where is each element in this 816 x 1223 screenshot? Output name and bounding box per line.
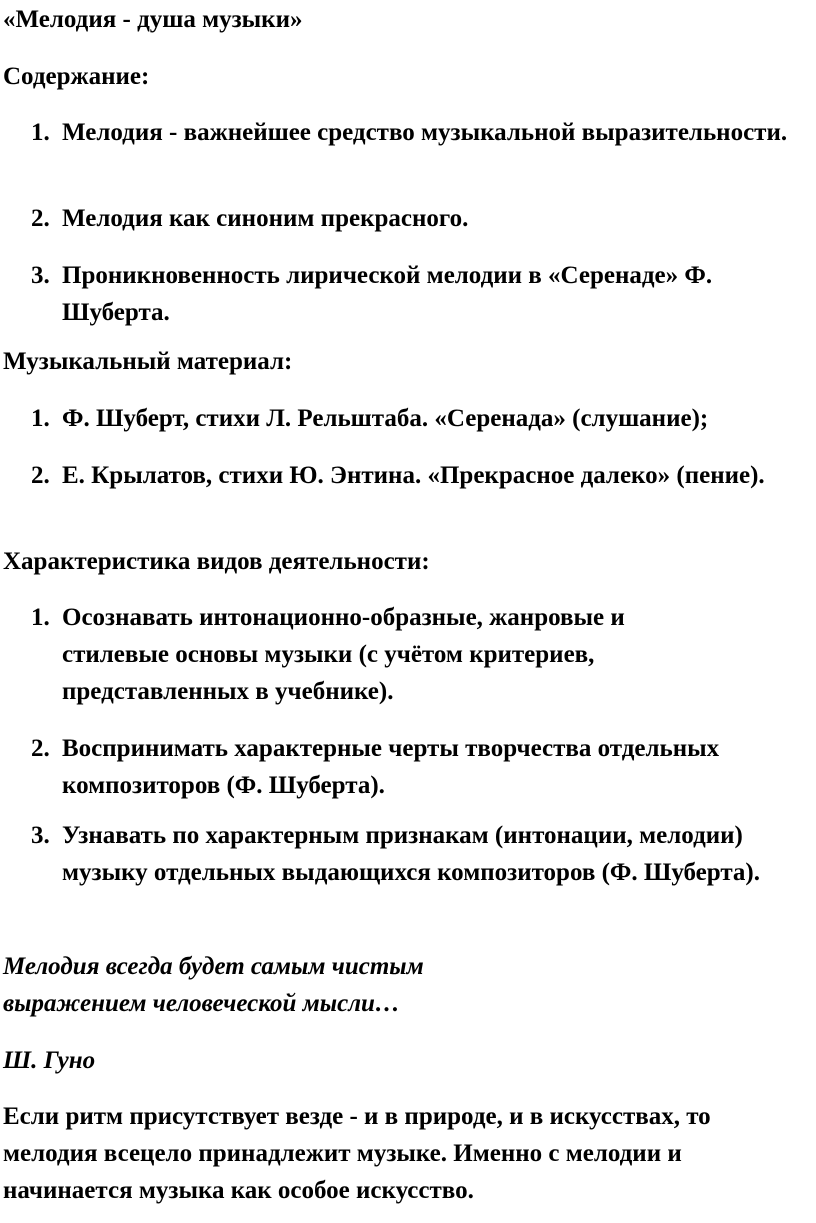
list-item-number: 1. [31,604,50,631]
document-title: «Мелодия - душа музыки» [3,6,303,33]
epigraph-author: Ш. Гуно [3,1047,96,1074]
material-heading: Музыкальный материал: [3,348,293,375]
list-item-number: 2. [31,205,50,232]
list-item-number: 1. [31,405,50,432]
list-item-text: Узнавать по характерным признакам (интонации, мелодии) музыку отдельных выдающихся композиторов (Ф. Шуберта). [62,822,760,886]
closing-paragraph-line: начинается музыка как особое искусство. [3,1177,474,1204]
list-item-number: 3. [31,262,50,289]
list-item-number: 3. [31,822,50,849]
closing-paragraph-line: Если ритм присутствует везде - и в природе, и в искусствах, то [3,1103,711,1130]
list-item-text: Осознавать интонационно-образные, жанровые и стилевые основы музыки (с учётом критериев, представленных в учебнике). [62,604,625,705]
epigraph-line: выражением человеческой мысли… [3,990,400,1017]
list-item-text: Мелодия - важнейшее средство музыкальной выразительности. [62,119,788,146]
list-item-text: Е. Крылатов, стихи Ю. Энтина. «Прекрасное далеко» (пение). [62,462,765,489]
list-item-text: Мелодия как синоним прекрасного. [62,205,469,232]
list-item-number: 2. [31,735,50,762]
epigraph-line: Мелодия всегда будет самым чистым [3,953,424,980]
list-item-number: 1. [31,119,50,146]
list-item-text: Воспринимать характерные черты творчества отдельных композиторов (Ф. Шуберта). [62,735,720,799]
list-item-text: Проникновенность лирической мелодии в «Серенаде» Ф. Шуберта. [62,262,713,326]
activities-heading: Характеристика видов деятельности: [3,548,430,575]
contents-heading: Содержание: [3,63,150,90]
list-item-number: 2. [31,462,50,489]
closing-paragraph-line: мелодия всецело принадлежит музыке. Именно с мелодии и [3,1140,682,1167]
list-item-text: Ф. Шуберт, стихи Л. Рельштаба. «Серенада» (слушание); [62,405,709,432]
